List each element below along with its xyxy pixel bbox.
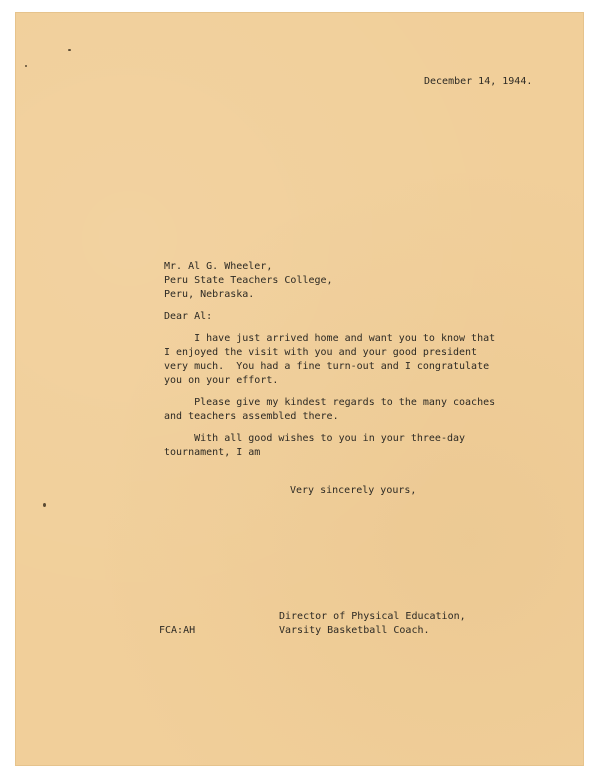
address-line: Peru State Teachers College, <box>164 275 333 286</box>
body-line: Please give my kindest regards to the many coaches <box>164 397 496 408</box>
body-line: very much. You had a fine turn-out and I congratulate <box>164 361 490 372</box>
body-line: With all good wishes to you in your three-day <box>164 433 466 444</box>
salutation: Dear Al: <box>164 311 213 322</box>
letter-page <box>16 13 583 765</box>
signature-title: Director of Physical Education, <box>279 611 466 622</box>
paper-speck <box>43 503 46 507</box>
letter-date: December 14, 1944. <box>424 76 533 87</box>
address-line: Peru, Nebraska. <box>164 289 255 300</box>
reference-initials: FCA:AH <box>159 625 196 636</box>
body-line: and teachers assembled there. <box>164 411 339 422</box>
address-line: Mr. Al G. Wheeler, <box>164 261 273 272</box>
body-line: I enjoyed the visit with you and your good president <box>164 347 478 358</box>
body-line: tournament, I am <box>164 447 261 458</box>
closing: Very sincerely yours, <box>290 485 417 496</box>
body-line: I have just arrived home and want you to know that <box>164 333 496 344</box>
signature-title: Varsity Basketball Coach. <box>279 625 430 636</box>
body-line: you on your effort. <box>164 375 279 386</box>
paper-speck <box>68 49 71 51</box>
paper-speck <box>25 65 27 67</box>
